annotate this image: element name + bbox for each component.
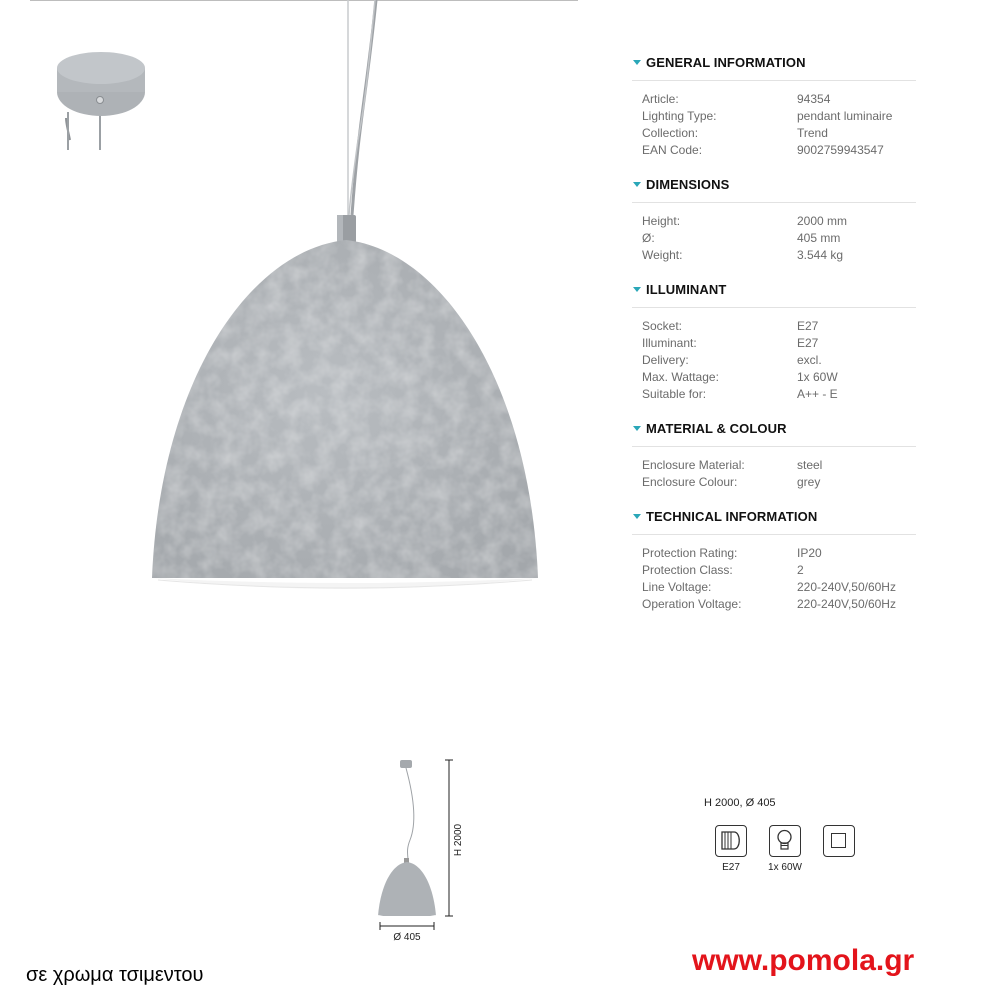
diameter-dimension-label: Ø 405 xyxy=(393,932,421,943)
spec-row: Max. Wattage: 1x 60W xyxy=(642,370,838,384)
section-title: GENERAL INFORMATION xyxy=(646,54,806,70)
protection-class-2-icon xyxy=(823,825,855,857)
section-header[interactable] xyxy=(632,52,916,81)
spec-row: Enclosure Material: steel xyxy=(642,458,823,472)
dimensions-section xyxy=(632,174,916,264)
general-information-section xyxy=(632,52,916,159)
caret-down-icon xyxy=(633,514,641,519)
ceiling-canopy xyxy=(57,52,145,150)
caret-down-icon xyxy=(633,287,641,292)
spec-row: Delivery: excl. xyxy=(642,353,822,367)
caption-text: σε χρωμα τσιμεντου xyxy=(26,964,204,986)
caret-down-icon xyxy=(633,426,641,431)
spec-row: Ø: 405 mm xyxy=(642,231,841,245)
material-colour-section xyxy=(632,418,916,491)
spec-row: Enclosure Colour: grey xyxy=(642,475,821,489)
bulb-icon xyxy=(769,825,801,857)
section-title: TECHNICAL INFORMATION xyxy=(646,508,818,524)
spec-row: Article: 94354 xyxy=(642,92,831,106)
spec-row: Illuminant: E27 xyxy=(642,336,819,350)
spec-row: Protection Rating: IP20 xyxy=(642,546,822,560)
dimension-summary: H 2000, Ø 405 xyxy=(704,797,776,809)
spec-row: Socket: E27 xyxy=(642,319,819,333)
height-dimension-label: H 2000 xyxy=(453,823,464,857)
website-link[interactable]: www.pomola.gr xyxy=(692,944,915,977)
specifications-panel xyxy=(632,52,916,628)
illuminant-section xyxy=(632,279,916,403)
section-title: MATERIAL & COLOUR xyxy=(646,420,787,436)
section-header[interactable] xyxy=(632,506,916,535)
spec-row: Line Voltage: 220-240V,50/60Hz xyxy=(642,580,896,594)
spec-row: Height: 2000 mm xyxy=(642,214,848,228)
caret-down-icon xyxy=(633,60,641,65)
spec-row: Weight: 3.544 kg xyxy=(642,248,844,262)
caret-down-icon xyxy=(633,182,641,187)
socket-caption: E27 xyxy=(722,862,740,873)
spec-row: EAN Code: 9002759943547 xyxy=(642,143,884,157)
pendant-lamp-image xyxy=(0,0,600,620)
e27-socket-icon xyxy=(715,825,747,857)
section-header[interactable] xyxy=(632,174,916,203)
dimension-drawing xyxy=(360,750,480,950)
section-title: DIMENSIONS xyxy=(646,176,730,192)
spec-row: Lighting Type: pendant luminaire xyxy=(642,109,893,123)
spec-row: Collection: Trend xyxy=(642,126,828,140)
spec-row: Suitable for: A++ - E xyxy=(642,387,838,401)
section-header[interactable] xyxy=(632,418,916,447)
wattage-caption: 1x 60W xyxy=(768,862,802,873)
spec-row: Protection Class: 2 xyxy=(642,563,804,577)
section-header[interactable] xyxy=(632,279,916,308)
technical-information-section xyxy=(632,506,916,613)
spec-row: Operation Voltage: 220-240V,50/60Hz xyxy=(642,597,896,611)
section-title: ILLUMINANT xyxy=(646,281,727,297)
